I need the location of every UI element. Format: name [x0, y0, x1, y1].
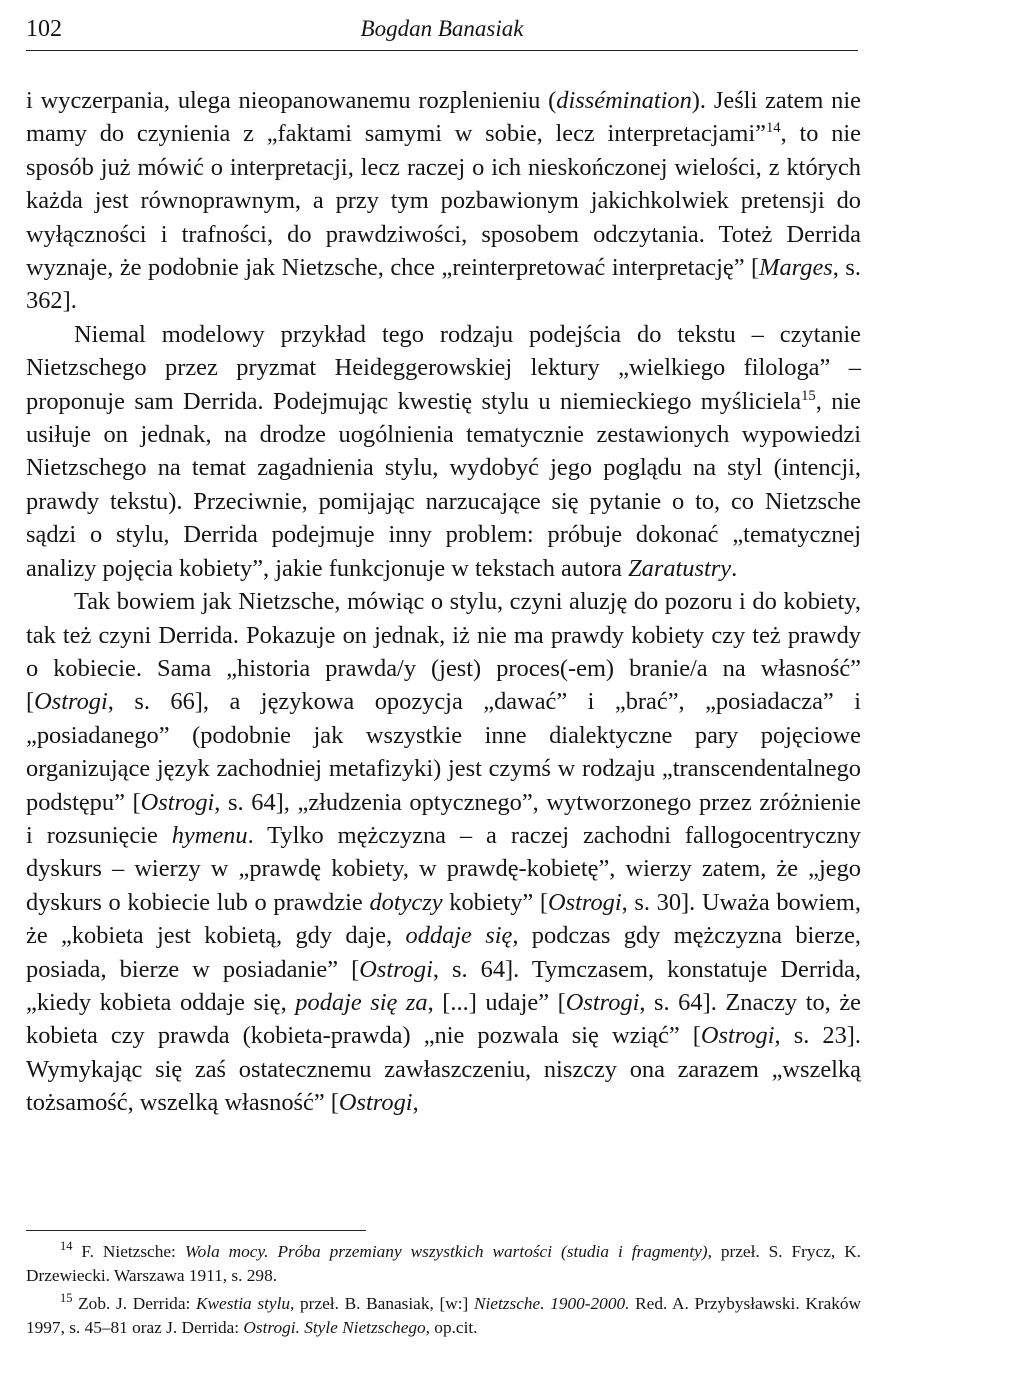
text-run: ). Jeśli zatem nie mamy do czynienia z „faktami samymi w sobie, lecz interpretacjami”	[26, 87, 861, 148]
text-run: , op.cit.	[425, 1318, 478, 1337]
italic-text: Ostrogi	[700, 1022, 775, 1050]
footnote	[26, 1240, 861, 1288]
italic-text: Ostrogi	[359, 955, 433, 983]
page-number: 102	[26, 16, 62, 42]
italic-text: dissémination	[556, 87, 692, 114]
text-run: i wyczerpania, ulega nieopanowanemu rozplenieniu (	[26, 87, 557, 114]
text-run: , s. 64]. Tymczasem, konstatuje Derrida, „kiedy kobieta oddaje się,	[26, 955, 861, 1016]
running-head: Bogdan Banasiak	[360, 16, 524, 41]
text-run: , s. 66], a językowa opozycja „dawać” i „brać”, „posiadacza” i „posiadanego” (podobnie jak wszystkie inne dialektyczne pary pojęciowe organizujące język zachodniej metafizyki) jest czymś w rodzaju „transcendentalnego podstępu” [	[26, 688, 861, 816]
text-run: , przeł. B. Banasiak, [w:]	[290, 1294, 474, 1313]
italic-text: oddaje się	[405, 922, 513, 950]
page-header	[26, 14, 858, 51]
footnote-ref: 15	[60, 1291, 73, 1306]
footnote	[26, 1292, 861, 1340]
text-run: , s. 23]. Wymykając się zaś ostatecznemu zawłaszczeniu, niszczy ona zarazem „wszelką tożsamość, wszelką własność” [	[26, 1022, 861, 1117]
text-run: Tak bowiem jak Nietzsche, mówiąc o stylu, czyni aluzję do pozoru i do kobiety, tak też czyni Derrida. Pokazuje on jednak, iż nie ma prawdy kobiety czy też prawdy o kobiecie. Sama „historia prawda/y (jest) proces(-em) branie/a na własność” [	[26, 588, 861, 716]
footnote-ref: 14	[60, 1239, 73, 1254]
text-run: .	[731, 554, 738, 582]
italic-text: Ostrogi	[548, 888, 622, 916]
footnotes	[26, 1240, 861, 1344]
text-run: . Tylko mężczyzna – a raczej zachodni fallogocentryczny dyskurs – wierzy w „prawdę kobiety, w prawdę-kobietę”, wierzy zatem, że „jego dyskurs o kobiecie lub o prawdzie	[26, 821, 862, 916]
footnote-ref: 15	[801, 387, 816, 404]
italic-text: Kwestia stylu	[196, 1294, 291, 1313]
italic-text: Marges	[759, 254, 833, 282]
text-run: , s. 64]. Znaczy to, że kobieta czy prawda (kobieta-prawda) „nie pozwala się wziąć” [	[26, 988, 861, 1050]
italic-text: Nietzsche. 1900-2000.	[473, 1294, 630, 1313]
text-run: kobiety” [	[442, 888, 549, 916]
italic-text: podaje się za	[295, 988, 428, 1016]
text-run: ,	[412, 1089, 419, 1117]
italic-text: Ostrogi	[338, 1089, 413, 1117]
italic-text: Ostrogi	[565, 988, 640, 1016]
text-run: F. Nietzsche:	[72, 1242, 185, 1261]
paragraph	[26, 318, 861, 585]
text-run: , podczas gdy mężczyzna bierze, posiada, bierze w posiadanie” [	[26, 922, 862, 983]
text-run: Zob. J. Derrida:	[72, 1294, 196, 1313]
paragraph	[26, 84, 861, 318]
italic-text: Ostrogi	[140, 788, 215, 816]
text-run: , s. 362].	[26, 254, 861, 315]
italic-text: Zaratustry	[628, 554, 732, 582]
text-run: , nie usiłuje on jednak, na drodze uogólnienia tematycznie zestawionych wypowiedzi Nietzschego na temat zagadnienia stylu, wydobyć jego poglądu na styl (intencji, prawdy tekstu). Przeciwnie, pomijając narzucające się pytanie o to, co Nietzsche sądzi o stylu, Derrida podejmuje inny problem: próbuje dokonać „tematycznej analizy pojęcia kobiety”, jakie funkcjonuje w tekstach autora	[26, 387, 862, 582]
italic-text: hymenu	[171, 821, 248, 849]
text-run: , przeł. S. Frycz, K. Drzewiecki. Warszawa 1911, s. 298.	[26, 1242, 861, 1285]
paragraph	[26, 585, 861, 1120]
italic-text: Wola mocy. Próba przemiany wszystkich wartości (studia i fragmenty)	[184, 1242, 708, 1261]
italic-text: dotyczy	[369, 888, 443, 916]
text-run: , s. 30]. Uważa bowiem, że „kobieta jest kobietą, gdy daje,	[26, 888, 861, 950]
footnote-separator	[26, 1230, 366, 1231]
text-run: Niemal modelowy przykład tego rodzaju podejścia do tekstu – czytanie Nietzschego przez pryzmat Heideggerowskiej lektury „wielkiego filologa” – proponuje sam Derrida. Podejmując kwestię stylu u niemieckiego myśliciela	[26, 320, 861, 415]
text-run: , s. 64], „złudzenia optycznego”, wytworzonego przez zróżnienie i rozsunięcie	[26, 788, 861, 849]
text-run: Red. A. Przybysławski. Kraków 1997, s. 45–81 oraz J. Derrida:	[26, 1294, 862, 1337]
italic-text: Ostrogi. Style Nietzschego	[243, 1318, 426, 1337]
italic-text: Ostrogi	[34, 688, 108, 716]
text-run: , [...] udaje” [	[427, 988, 566, 1016]
footnote-ref: 14	[765, 120, 781, 137]
text-run: , to nie sposób już mówić o interpretacji, lecz raczej o ich nieskończonej wielości, z których każda jest równoprawnym, a przy tym pozbawionym jakichkolwiek pretensji do wyłączności i trafności, do prawdziwości, sposobem odczytania. Toteż Derrida wyznaje, że podobnie jak Nietzsche, chce „reinterpretować interpretację” [	[26, 120, 862, 282]
body-text	[26, 84, 861, 1120]
